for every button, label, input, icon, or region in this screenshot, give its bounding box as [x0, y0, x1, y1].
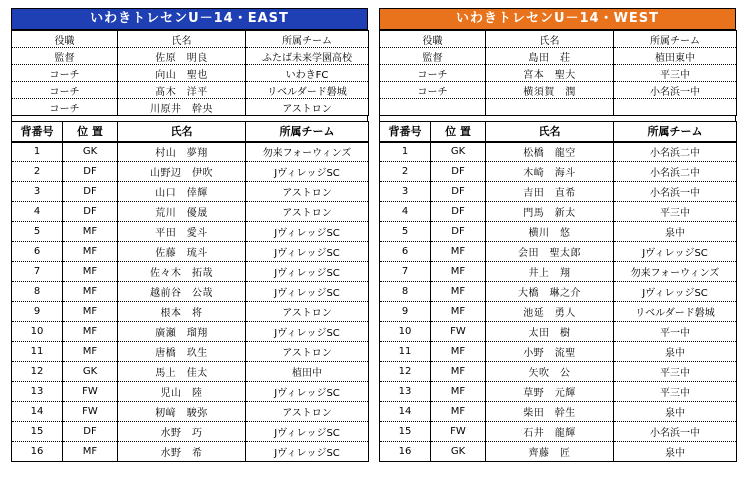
east-player-number-cell: 6: [12, 242, 63, 262]
east-player-name-cell: 山野辺 伊吹: [118, 162, 246, 182]
east-staff-header-name: 氏名: [118, 31, 246, 48]
east-player-row: [12, 382, 369, 402]
west-player-row: [380, 182, 737, 202]
west-player-number-cell: 8: [380, 282, 431, 302]
west-player-row: [380, 422, 737, 442]
east-staff-name-cell: 佐原 明良: [118, 48, 246, 65]
east-staff-role-cell: 監督: [12, 48, 118, 65]
east-player-row: [12, 422, 369, 442]
east-player-position-cell: MF: [63, 342, 118, 362]
east-staff-header-team: 所属チーム: [246, 31, 369, 48]
east-player-team-cell: JヴィレッジSC: [246, 382, 369, 402]
west-player-number-cell: 14: [380, 402, 431, 422]
east-staff-role-cell: コーチ: [12, 82, 118, 99]
east-player-row: [12, 362, 369, 382]
west-player-name-cell: 池延 勇人: [486, 302, 614, 322]
west-player-team-cell: 小名浜一中: [614, 182, 737, 202]
west-staff-name-cell: 島田 荘: [486, 48, 614, 65]
west-player-team-cell: 泉中: [614, 402, 737, 422]
east-player-name-cell: 荒川 優晟: [118, 202, 246, 222]
east-player-number-cell: 8: [12, 282, 63, 302]
east-player-team-cell: JヴィレッジSC: [246, 422, 369, 442]
east-staff-row: [12, 65, 369, 82]
east-player-row: [12, 322, 369, 342]
east-staff-name-cell: 川原井 幹央: [118, 99, 246, 116]
east-staff-row: [12, 82, 369, 99]
east-staff-header-row: [12, 31, 369, 48]
east-player-name-cell: 村山 夢翔: [118, 142, 246, 162]
west-player-team-cell: 小名浜二中: [614, 142, 737, 162]
east-player-position-cell: DF: [63, 422, 118, 442]
west-player-header-team: 所属チーム: [614, 122, 737, 142]
west-player-row: [380, 162, 737, 182]
west-player-team-cell: 平一中: [614, 322, 737, 342]
east-team-title: いわきトレセンU－14・EAST: [11, 8, 368, 30]
west-player-position-cell: FW: [431, 322, 486, 342]
west-player-row: [380, 362, 737, 382]
west-player-team-cell: 泉中: [614, 442, 737, 462]
east-player-row: [12, 162, 369, 182]
west-player-header-position: 位 置: [431, 122, 486, 142]
east-staff-table: [11, 30, 369, 116]
west-staff-role-cell: [380, 99, 486, 116]
west-player-header-number: 背番号: [380, 122, 431, 142]
east-player-position-cell: FW: [63, 382, 118, 402]
east-player-team-cell: 植田中: [246, 362, 369, 382]
west-player-number-cell: 11: [380, 342, 431, 362]
west-player-team-cell: 泉中: [614, 342, 737, 362]
east-player-row: [12, 302, 369, 322]
west-player-name-cell: 会田 聖太郎: [486, 242, 614, 262]
east-staff-row: [12, 99, 369, 116]
west-player-position-cell: MF: [431, 382, 486, 402]
west-player-team-cell: 平三中: [614, 382, 737, 402]
east-staff-role-cell: コーチ: [12, 99, 118, 116]
west-player-number-cell: 15: [380, 422, 431, 442]
west-player-team-cell: 平三中: [614, 362, 737, 382]
east-player-header-name: 氏名: [118, 122, 246, 142]
east-player-name-cell: 水野 巧: [118, 422, 246, 442]
east-player-position-cell: MF: [63, 282, 118, 302]
west-player-number-cell: 5: [380, 222, 431, 242]
west-player-name-cell: 太田 樹: [486, 322, 614, 342]
east-player-number-cell: 11: [12, 342, 63, 362]
east-staff-header-role: 役職: [12, 31, 118, 48]
west-player-number-cell: 9: [380, 302, 431, 322]
west-staff-row: [380, 48, 737, 65]
west-player-position-cell: DF: [431, 182, 486, 202]
west-staff-role-cell: 監督: [380, 48, 486, 65]
east-player-team-cell: アストロン: [246, 342, 369, 362]
east-player-header-team: 所属チーム: [246, 122, 369, 142]
west-player-position-cell: MF: [431, 302, 486, 322]
west-player-team-cell: JヴィレッジSC: [614, 242, 737, 262]
east-player-row: [12, 182, 369, 202]
west-team-panel: [379, 8, 736, 462]
east-player-row: [12, 262, 369, 282]
east-player-team-cell: アストロン: [246, 302, 369, 322]
west-player-row: [380, 342, 737, 362]
west-player-number-cell: 6: [380, 242, 431, 262]
east-player-number-cell: 12: [12, 362, 63, 382]
west-player-name-cell: 齊藤 匠: [486, 442, 614, 462]
west-player-team-cell: 小名浜一中: [614, 422, 737, 442]
east-player-number-cell: 9: [12, 302, 63, 322]
east-player-position-cell: MF: [63, 442, 118, 462]
east-player-position-cell: MF: [63, 242, 118, 262]
east-player-team-cell: アストロン: [246, 202, 369, 222]
east-player-name-cell: 佐藤 琉斗: [118, 242, 246, 262]
west-staff-table: [379, 30, 737, 116]
west-player-team-cell: JヴィレッジSC: [614, 282, 737, 302]
west-player-name-cell: 井上 翔: [486, 262, 614, 282]
east-player-number-cell: 4: [12, 202, 63, 222]
west-player-number-cell: 4: [380, 202, 431, 222]
west-staff-team-cell: [614, 99, 737, 116]
west-staff-row: [380, 82, 737, 99]
east-player-team-cell: JヴィレッジSC: [246, 282, 369, 302]
east-staff-name-cell: 髙木 洋平: [118, 82, 246, 99]
east-player-name-cell: 籾﨑 駿弥: [118, 402, 246, 422]
west-staff-name-cell: [486, 99, 614, 116]
west-player-number-cell: 12: [380, 362, 431, 382]
west-player-name-cell: 松橋 龍空: [486, 142, 614, 162]
west-player-position-cell: MF: [431, 342, 486, 362]
west-team-title: いわきトレセンU－14・WEST: [379, 8, 736, 30]
east-player-number-cell: 1: [12, 142, 63, 162]
west-staff-name-cell: 横須賀 潤: [486, 82, 614, 99]
west-player-position-cell: DF: [431, 202, 486, 222]
west-player-name-cell: 木崎 海斗: [486, 162, 614, 182]
east-player-name-cell: 山口 倖輝: [118, 182, 246, 202]
west-player-header-row: [380, 122, 737, 142]
east-player-position-cell: DF: [63, 182, 118, 202]
east-player-name-cell: 水野 希: [118, 442, 246, 462]
west-player-row: [380, 442, 737, 462]
west-staff-header-team: 所属チーム: [614, 31, 737, 48]
west-player-name-cell: 石井 龍輝: [486, 422, 614, 442]
east-player-team-cell: JヴィレッジSC: [246, 222, 369, 242]
east-team-panel: [11, 8, 368, 462]
west-player-number-cell: 7: [380, 262, 431, 282]
east-staff-team-cell: アストロン: [246, 99, 369, 116]
west-player-number-cell: 13: [380, 382, 431, 402]
east-player-team-cell: JヴィレッジSC: [246, 262, 369, 282]
east-player-name-cell: 廣瀬 瑠翔: [118, 322, 246, 342]
west-player-name-cell: 柴田 幹生: [486, 402, 614, 422]
east-player-number-cell: 5: [12, 222, 63, 242]
west-staff-team-cell: 植田東中: [614, 48, 737, 65]
east-player-position-cell: MF: [63, 262, 118, 282]
west-player-position-cell: GK: [431, 442, 486, 462]
west-player-number-cell: 10: [380, 322, 431, 342]
east-player-header-number: 背番号: [12, 122, 63, 142]
east-player-header-row: [12, 122, 369, 142]
west-player-name-cell: 大橋 琳之介: [486, 282, 614, 302]
east-player-position-cell: GK: [63, 142, 118, 162]
east-player-row: [12, 202, 369, 222]
east-player-row: [12, 242, 369, 262]
west-staff-role-cell: コーチ: [380, 65, 486, 82]
west-player-team-cell: 小名浜二中: [614, 162, 737, 182]
east-player-position-cell: MF: [63, 302, 118, 322]
east-player-header-position: 位 置: [63, 122, 118, 142]
east-player-position-cell: DF: [63, 202, 118, 222]
west-staff-team-cell: 小名浜一中: [614, 82, 737, 99]
west-player-row: [380, 202, 737, 222]
east-player-position-cell: FW: [63, 402, 118, 422]
west-player-row: [380, 282, 737, 302]
west-staff-team-cell: 平三中: [614, 65, 737, 82]
west-staff-header-row: [380, 31, 737, 48]
east-player-team-cell: アストロン: [246, 182, 369, 202]
west-staff-row: [380, 99, 737, 116]
east-player-number-cell: 13: [12, 382, 63, 402]
west-player-number-cell: 2: [380, 162, 431, 182]
west-staff-row: [380, 65, 737, 82]
west-staff-name-cell: 宮本 聖大: [486, 65, 614, 82]
east-player-number-cell: 15: [12, 422, 63, 442]
east-player-table: [11, 121, 369, 462]
east-player-name-cell: 唐橋 玖生: [118, 342, 246, 362]
east-player-team-cell: JヴィレッジSC: [246, 322, 369, 342]
west-staff-header-role: 役職: [380, 31, 486, 48]
east-player-name-cell: 根本 将: [118, 302, 246, 322]
east-player-name-cell: 佐々木 拓哉: [118, 262, 246, 282]
east-staff-role-cell: コーチ: [12, 65, 118, 82]
east-player-number-cell: 2: [12, 162, 63, 182]
east-player-number-cell: 7: [12, 262, 63, 282]
west-player-number-cell: 1: [380, 142, 431, 162]
east-player-name-cell: 平田 愛斗: [118, 222, 246, 242]
west-player-position-cell: FW: [431, 422, 486, 442]
east-player-number-cell: 10: [12, 322, 63, 342]
east-player-position-cell: DF: [63, 162, 118, 182]
east-player-team-cell: アストロン: [246, 402, 369, 422]
west-staff-header-name: 氏名: [486, 31, 614, 48]
west-player-row: [380, 402, 737, 422]
west-player-position-cell: MF: [431, 262, 486, 282]
west-player-name-cell: 草野 元輝: [486, 382, 614, 402]
east-player-row: [12, 402, 369, 422]
west-player-row: [380, 242, 737, 262]
west-player-position-cell: DF: [431, 162, 486, 182]
east-player-team-cell: JヴィレッジSC: [246, 162, 369, 182]
east-player-position-cell: GK: [63, 362, 118, 382]
west-player-team-cell: 勿来フォーウィンズ: [614, 262, 737, 282]
east-player-name-cell: 児山 陸: [118, 382, 246, 402]
west-player-row: [380, 382, 737, 402]
west-player-name-cell: 小野 流聖: [486, 342, 614, 362]
west-player-position-cell: MF: [431, 362, 486, 382]
west-player-row: [380, 322, 737, 342]
west-player-name-cell: 矢吹 公: [486, 362, 614, 382]
east-player-row: [12, 142, 369, 162]
east-staff-row: [12, 48, 369, 65]
east-staff-team-cell: ふたば未来学園高校: [246, 48, 369, 65]
west-player-row: [380, 262, 737, 282]
east-player-row: [12, 222, 369, 242]
west-player-position-cell: GK: [431, 142, 486, 162]
east-player-number-cell: 14: [12, 402, 63, 422]
east-player-name-cell: 越前谷 公哉: [118, 282, 246, 302]
west-player-row: [380, 142, 737, 162]
east-player-position-cell: MF: [63, 222, 118, 242]
east-staff-team-cell: リベルダード磐城: [246, 82, 369, 99]
east-player-team-cell: JヴィレッジSC: [246, 242, 369, 262]
west-player-table: [379, 121, 737, 462]
east-player-row: [12, 342, 369, 362]
west-player-name-cell: 横川 悠: [486, 222, 614, 242]
west-player-team-cell: 平三中: [614, 202, 737, 222]
west-player-team-cell: リベルダード磐城: [614, 302, 737, 322]
west-player-header-name: 氏名: [486, 122, 614, 142]
west-player-number-cell: 3: [380, 182, 431, 202]
west-staff-role-cell: コーチ: [380, 82, 486, 99]
west-player-position-cell: DF: [431, 222, 486, 242]
west-player-number-cell: 16: [380, 442, 431, 462]
west-player-row: [380, 222, 737, 242]
west-player-position-cell: MF: [431, 402, 486, 422]
east-player-number-cell: 16: [12, 442, 63, 462]
east-player-team-cell: JヴィレッジSC: [246, 442, 369, 462]
east-player-position-cell: MF: [63, 322, 118, 342]
west-player-name-cell: 吉田 直希: [486, 182, 614, 202]
east-player-row: [12, 282, 369, 302]
east-player-number-cell: 3: [12, 182, 63, 202]
west-player-position-cell: MF: [431, 282, 486, 302]
west-player-row: [380, 302, 737, 322]
east-player-team-cell: 勿来フォーウィンズ: [246, 142, 369, 162]
east-staff-team-cell: いわきFC: [246, 65, 369, 82]
east-player-name-cell: 馬上 佳太: [118, 362, 246, 382]
west-player-name-cell: 門馬 新太: [486, 202, 614, 222]
west-player-team-cell: 泉中: [614, 222, 737, 242]
east-staff-name-cell: 向山 聖也: [118, 65, 246, 82]
east-player-row: [12, 442, 369, 462]
west-player-position-cell: MF: [431, 242, 486, 262]
